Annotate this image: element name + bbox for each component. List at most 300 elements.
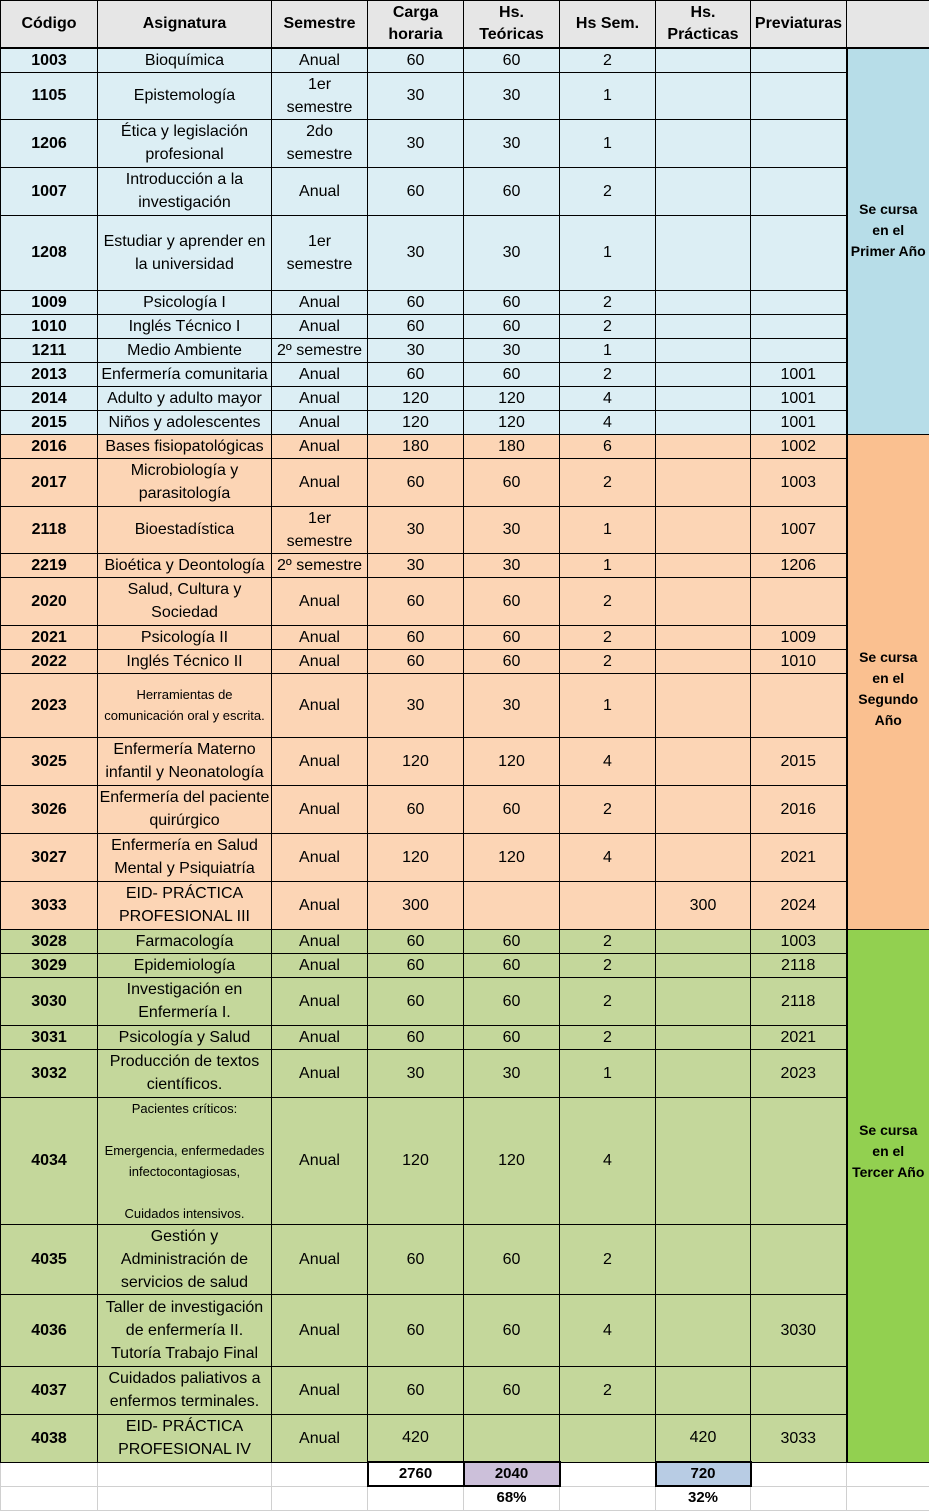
cell-asignatura: Taller de investigación de enfermería II. Tutoría Trabajo Final (98, 1294, 272, 1366)
cell-hs-practicas (656, 1049, 751, 1097)
cell-hs-sem: 2 (560, 649, 656, 673)
percent-empty (368, 1486, 464, 1510)
cell-carga-horaria: 60 (368, 1025, 464, 1049)
cell-previaturas (751, 167, 847, 215)
cell-hs-practicas (656, 314, 751, 338)
cell-hs-practicas (656, 1366, 751, 1414)
cell-hs-teoricas: 120 (464, 410, 560, 434)
cell-semestre: Anual (272, 410, 368, 434)
table-row (1, 577, 929, 625)
cell-semestre: 2º semestre (272, 553, 368, 577)
cell-codigo: 3026 (1, 785, 98, 833)
totals-empty (1, 1462, 98, 1486)
cell-codigo: 1003 (1, 48, 98, 73)
cell-semestre: Anual (272, 167, 368, 215)
cell-codigo: 1010 (1, 314, 98, 338)
cell-previaturas (751, 290, 847, 314)
cell-hs-teoricas: 60 (464, 362, 560, 386)
cell-hs-practicas (656, 953, 751, 977)
cell-hs-practicas (656, 737, 751, 785)
cell-hs-teoricas: 30 (464, 506, 560, 553)
cell-carga-horaria: 60 (368, 290, 464, 314)
cell-codigo: 2023 (1, 673, 98, 737)
cell-previaturas: 1206 (751, 553, 847, 577)
table-row (1, 458, 929, 506)
cell-hs-sem: 1 (560, 673, 656, 737)
year-label-first: Se cursa en el Primer Año (847, 48, 929, 435)
cell-semestre: Anual (272, 977, 368, 1025)
cell-semestre: Anual (272, 881, 368, 929)
cell-codigo: 4036 (1, 1294, 98, 1366)
percent-empty (1, 1486, 98, 1510)
cell-semestre: 2º semestre (272, 338, 368, 362)
cell-carga-horaria: 30 (368, 72, 464, 119)
cell-hs-teoricas: 60 (464, 1294, 560, 1366)
table-row (1, 1025, 929, 1049)
cell-carga-horaria: 30 (368, 673, 464, 737)
cell-previaturas: 1002 (751, 434, 847, 458)
cell-hs-practicas (656, 929, 751, 953)
cell-hs-practicas (656, 1025, 751, 1049)
year-label-second: Se cursa en el Segundo Año (847, 434, 929, 929)
header-hs-practicas: Hs. Prácticas (656, 1, 751, 48)
cell-hs-sem: 2 (560, 625, 656, 649)
cell-codigo: 2021 (1, 625, 98, 649)
cell-codigo: 3027 (1, 833, 98, 881)
cell-hs-teoricas (464, 881, 560, 929)
cell-asignatura: Cuidados paliativos a enfermos terminales. (98, 1366, 272, 1414)
cell-carga-horaria: 60 (368, 458, 464, 506)
cell-hs-teoricas: 60 (464, 1025, 560, 1049)
cell-codigo: 4038 (1, 1414, 98, 1462)
header-carga-horaria: Carga horaria (368, 1, 464, 48)
cell-hs-teoricas: 60 (464, 953, 560, 977)
table-row (1, 977, 929, 1025)
cell-codigo: 3032 (1, 1049, 98, 1097)
cell-hs-teoricas: 60 (464, 625, 560, 649)
cell-asignatura: Estudiar y aprender en la universidad (98, 215, 272, 290)
cell-hs-practicas (656, 1224, 751, 1294)
cell-codigo: 1206 (1, 119, 98, 167)
cell-codigo: 3030 (1, 977, 98, 1025)
table-row (1, 362, 929, 386)
cell-semestre: Anual (272, 1414, 368, 1462)
table-row (1, 673, 929, 737)
cell-hs-practicas (656, 338, 751, 362)
table-row (1, 167, 929, 215)
cell-carga-horaria: 30 (368, 119, 464, 167)
cell-codigo: 2015 (1, 410, 98, 434)
cell-hs-teoricas: 60 (464, 458, 560, 506)
cell-carga-horaria: 60 (368, 577, 464, 625)
cell-codigo: 1007 (1, 167, 98, 215)
cell-asignatura: Niños y adolescentes (98, 410, 272, 434)
cell-hs-teoricas: 60 (464, 1366, 560, 1414)
cell-asignatura: Microbiología y parasitología (98, 458, 272, 506)
cell-hs-sem: 1 (560, 72, 656, 119)
cell-asignatura (98, 1097, 272, 1224)
cell-hs-practicas (656, 434, 751, 458)
cell-semestre: Anual (272, 953, 368, 977)
table-row (1, 410, 929, 434)
table-row (1, 1414, 929, 1462)
table-row (1, 929, 929, 953)
cell-codigo: 4037 (1, 1366, 98, 1414)
cell-hs-teoricas: 60 (464, 649, 560, 673)
cell-asignatura: Enfermería en Salud Mental y Psiquiatría (98, 833, 272, 881)
cell-hs-practicas (656, 362, 751, 386)
cell-carga-horaria: 30 (368, 506, 464, 553)
cell-hs-teoricas: 60 (464, 785, 560, 833)
cell-hs-sem: 2 (560, 1366, 656, 1414)
cell-carga-horaria: 300 (368, 881, 464, 929)
cell-hs-sem: 4 (560, 386, 656, 410)
header-year-band (847, 1, 929, 48)
cell-hs-teoricas: 60 (464, 48, 560, 73)
cell-semestre: Anual (272, 434, 368, 458)
cell-asignatura: Enfermería comunitaria (98, 362, 272, 386)
percent-row (1, 1486, 929, 1510)
cell-asignatura: Psicología y Salud (98, 1025, 272, 1049)
cell-carga-horaria: 30 (368, 1049, 464, 1097)
cell-semestre: Anual (272, 1025, 368, 1049)
header-hs-teoricas: Hs. Teóricas (464, 1, 560, 48)
cell-codigo: 1009 (1, 290, 98, 314)
asignatura-line: Cuidados intensivos. (99, 1203, 270, 1224)
cell-semestre: Anual (272, 458, 368, 506)
cell-previaturas (751, 48, 847, 73)
header-asignatura: Asignatura (98, 1, 272, 48)
table-row (1, 625, 929, 649)
cell-hs-practicas: 420 (656, 1414, 751, 1462)
cell-asignatura: Bases fisiopatológicas (98, 434, 272, 458)
cell-hs-sem: 2 (560, 785, 656, 833)
cell-codigo: 3029 (1, 953, 98, 977)
cell-hs-teoricas: 180 (464, 434, 560, 458)
cell-asignatura: Producción de textos científicos. (98, 1049, 272, 1097)
header-hs-sem: Hs Sem. (560, 1, 656, 48)
header-codigo: Código (1, 1, 98, 48)
cell-hs-sem: 2 (560, 314, 656, 338)
table-row (1, 434, 929, 458)
cell-carga-horaria: 180 (368, 434, 464, 458)
table-row (1, 72, 929, 119)
cell-asignatura: EID- PRÁCTICA PROFESIONAL III (98, 881, 272, 929)
cell-hs-sem: 2 (560, 458, 656, 506)
cell-hs-sem: 4 (560, 1294, 656, 1366)
cell-hs-practicas (656, 1097, 751, 1224)
cell-carga-horaria: 30 (368, 553, 464, 577)
cell-hs-sem: 1 (560, 506, 656, 553)
cell-asignatura: Herramientas de comunicación oral y escrita. (98, 673, 272, 737)
cell-hs-sem: 2 (560, 929, 656, 953)
total-hs-teoricas: 2040 (464, 1462, 560, 1486)
table-row (1, 290, 929, 314)
table-body (1, 48, 929, 1463)
cell-carga-horaria: 120 (368, 386, 464, 410)
cell-hs-sem: 2 (560, 167, 656, 215)
table-row (1, 1097, 929, 1224)
cell-asignatura: Epidemiología (98, 953, 272, 977)
table-row (1, 48, 929, 73)
cell-hs-sem: 6 (560, 434, 656, 458)
cell-asignatura: Enfermería del paciente quirúrgico (98, 785, 272, 833)
percent-empty (560, 1486, 656, 1510)
cell-semestre: Anual (272, 649, 368, 673)
cell-previaturas: 2021 (751, 1025, 847, 1049)
cell-carga-horaria: 60 (368, 1366, 464, 1414)
cell-hs-teoricas: 60 (464, 929, 560, 953)
cell-hs-teoricas: 120 (464, 737, 560, 785)
cell-codigo: 2017 (1, 458, 98, 506)
cell-codigo: 2219 (1, 553, 98, 577)
table-row (1, 506, 929, 553)
cell-carga-horaria: 30 (368, 215, 464, 290)
cell-codigo: 4034 (1, 1097, 98, 1224)
cell-semestre: 1er semestre (272, 72, 368, 119)
cell-semestre: Anual (272, 673, 368, 737)
cell-asignatura: Farmacología (98, 929, 272, 953)
cell-semestre: Anual (272, 48, 368, 73)
table-row (1, 119, 929, 167)
cell-hs-practicas (656, 577, 751, 625)
cell-semestre: Anual (272, 1366, 368, 1414)
cell-carga-horaria: 60 (368, 167, 464, 215)
cell-carga-horaria: 60 (368, 977, 464, 1025)
cell-codigo: 1105 (1, 72, 98, 119)
cell-carga-horaria: 60 (368, 953, 464, 977)
percent-empty (98, 1486, 272, 1510)
cell-previaturas (751, 314, 847, 338)
cell-codigo: 1211 (1, 338, 98, 362)
table-row (1, 553, 929, 577)
cell-asignatura: Enfermería Materno infantil y Neonatología (98, 737, 272, 785)
cell-hs-sem: 1 (560, 1049, 656, 1097)
cell-hs-practicas (656, 119, 751, 167)
cell-previaturas (751, 1097, 847, 1224)
cell-hs-practicas (656, 833, 751, 881)
cell-hs-sem: 1 (560, 119, 656, 167)
cell-hs-sem: 2 (560, 977, 656, 1025)
cell-previaturas: 1001 (751, 410, 847, 434)
table-row (1, 833, 929, 881)
cell-hs-teoricas: 30 (464, 1049, 560, 1097)
cell-hs-teoricas: 30 (464, 673, 560, 737)
cell-previaturas: 2015 (751, 737, 847, 785)
cell-semestre: Anual (272, 1294, 368, 1366)
cell-asignatura: Adulto y adulto mayor (98, 386, 272, 410)
cell-asignatura: EID- PRÁCTICA PROFESIONAL IV (98, 1414, 272, 1462)
cell-codigo: 4035 (1, 1224, 98, 1294)
cell-previaturas: 2024 (751, 881, 847, 929)
cell-hs-practicas (656, 410, 751, 434)
cell-hs-practicas (656, 625, 751, 649)
table-row (1, 338, 929, 362)
cell-hs-practicas (656, 386, 751, 410)
cell-hs-sem: 1 (560, 215, 656, 290)
cell-carga-horaria: 60 (368, 649, 464, 673)
total-carga-horaria: 2760 (368, 1462, 464, 1486)
cell-semestre: Anual (272, 314, 368, 338)
cell-hs-teoricas: 60 (464, 290, 560, 314)
cell-codigo: 2016 (1, 434, 98, 458)
cell-carga-horaria: 60 (368, 625, 464, 649)
cell-hs-sem (560, 881, 656, 929)
cell-carga-horaria: 120 (368, 1097, 464, 1224)
cell-semestre: Anual (272, 1224, 368, 1294)
totals-empty (751, 1462, 847, 1486)
cell-hs-sem (560, 1414, 656, 1462)
cell-hs-practicas (656, 458, 751, 506)
cell-previaturas: 2021 (751, 833, 847, 881)
cell-previaturas (751, 215, 847, 290)
cell-hs-practicas (656, 167, 751, 215)
cell-hs-teoricas: 60 (464, 314, 560, 338)
percent-practicas: 32% (656, 1486, 751, 1510)
cell-hs-sem: 2 (560, 48, 656, 73)
cell-hs-teoricas: 30 (464, 338, 560, 362)
asignatura-line (99, 1119, 270, 1140)
cell-previaturas: 2118 (751, 953, 847, 977)
cell-asignatura: Bioestadística (98, 506, 272, 553)
cell-hs-sem: 1 (560, 553, 656, 577)
cell-hs-sem: 4 (560, 410, 656, 434)
cell-asignatura: Gestión y Administración de servicios de salud (98, 1224, 272, 1294)
cell-hs-teoricas: 30 (464, 72, 560, 119)
cell-hs-sem: 1 (560, 338, 656, 362)
cell-hs-practicas (656, 785, 751, 833)
cell-codigo: 3025 (1, 737, 98, 785)
cell-previaturas (751, 577, 847, 625)
cell-hs-teoricas: 30 (464, 553, 560, 577)
cell-asignatura: Introducción a la investigación (98, 167, 272, 215)
percent-teoricas: 68% (464, 1486, 560, 1510)
cell-previaturas (751, 119, 847, 167)
cell-codigo: 2118 (1, 506, 98, 553)
cell-semestre: Anual (272, 929, 368, 953)
cell-semestre: Anual (272, 833, 368, 881)
cell-hs-teoricas: 60 (464, 977, 560, 1025)
cell-hs-sem: 2 (560, 362, 656, 386)
totals-row (1, 1462, 929, 1486)
cell-previaturas: 1001 (751, 362, 847, 386)
cell-asignatura: Ética y legislación profesional (98, 119, 272, 167)
cell-carga-horaria: 60 (368, 929, 464, 953)
cell-hs-teoricas: 60 (464, 1224, 560, 1294)
cell-hs-teoricas: 30 (464, 215, 560, 290)
table-row (1, 737, 929, 785)
cell-carga-horaria: 60 (368, 1224, 464, 1294)
cell-carga-horaria: 60 (368, 1294, 464, 1366)
cell-hs-sem: 4 (560, 1097, 656, 1224)
cell-carga-horaria: 420 (368, 1414, 464, 1462)
cell-asignatura: Psicología II (98, 625, 272, 649)
cell-codigo: 2014 (1, 386, 98, 410)
cell-carga-horaria: 30 (368, 338, 464, 362)
cell-asignatura: Investigación en Enfermería I. (98, 977, 272, 1025)
table-row (1, 785, 929, 833)
cell-carga-horaria: 120 (368, 737, 464, 785)
header-previaturas: Previaturas (751, 1, 847, 48)
cell-codigo: 3031 (1, 1025, 98, 1049)
cell-codigo: 3028 (1, 929, 98, 953)
asignatura-line (99, 1182, 270, 1203)
cell-hs-teoricas: 120 (464, 386, 560, 410)
cell-semestre: Anual (272, 386, 368, 410)
cell-hs-teoricas (464, 1414, 560, 1462)
cell-semestre: 2do semestre (272, 119, 368, 167)
cell-hs-sem: 2 (560, 1224, 656, 1294)
cell-previaturas: 2023 (751, 1049, 847, 1097)
cell-hs-teoricas: 120 (464, 1097, 560, 1224)
cell-previaturas (751, 338, 847, 362)
year-label-third: Se cursa en el Tercer Año (847, 929, 929, 1462)
cell-previaturas: 1003 (751, 929, 847, 953)
cell-semestre: Anual (272, 362, 368, 386)
cell-asignatura: Epistemología (98, 72, 272, 119)
table-row (1, 1049, 929, 1097)
table-row (1, 1224, 929, 1294)
cell-previaturas: 2118 (751, 977, 847, 1025)
cell-codigo: 2013 (1, 362, 98, 386)
table-row (1, 1294, 929, 1366)
totals-empty (98, 1462, 272, 1486)
cell-asignatura: Bioquímica (98, 48, 272, 73)
table-row (1, 1366, 929, 1414)
table-row (1, 215, 929, 290)
cell-hs-teoricas: 60 (464, 577, 560, 625)
cell-codigo: 2022 (1, 649, 98, 673)
table-row (1, 649, 929, 673)
cell-hs-practicas (656, 48, 751, 73)
cell-hs-practicas (656, 72, 751, 119)
cell-semestre: Anual (272, 290, 368, 314)
percent-empty (847, 1486, 929, 1510)
cell-codigo: 2020 (1, 577, 98, 625)
cell-semestre: 1er semestre (272, 506, 368, 553)
header-row (1, 1, 929, 48)
cell-previaturas (751, 72, 847, 119)
cell-hs-sem: 2 (560, 953, 656, 977)
cell-hs-practicas (656, 1294, 751, 1366)
cell-asignatura: Bioética y Deontología (98, 553, 272, 577)
cell-previaturas: 3033 (751, 1414, 847, 1462)
cell-semestre: Anual (272, 625, 368, 649)
cell-asignatura: Inglés Técnico II (98, 649, 272, 673)
totals-empty (560, 1462, 656, 1486)
cell-asignatura: Salud, Cultura y Sociedad (98, 577, 272, 625)
cell-previaturas: 3030 (751, 1294, 847, 1366)
percent-empty (272, 1486, 368, 1510)
cell-semestre: Anual (272, 577, 368, 625)
cell-hs-practicas (656, 553, 751, 577)
cell-codigo: 3033 (1, 881, 98, 929)
cell-hs-teoricas: 30 (464, 119, 560, 167)
cell-hs-sem: 2 (560, 290, 656, 314)
table-row (1, 953, 929, 977)
table-row (1, 314, 929, 338)
cell-asignatura: Inglés Técnico I (98, 314, 272, 338)
cell-hs-practicas (656, 673, 751, 737)
cell-previaturas: 1003 (751, 458, 847, 506)
cell-hs-sem: 4 (560, 737, 656, 785)
cell-previaturas: 1009 (751, 625, 847, 649)
cell-previaturas (751, 1224, 847, 1294)
cell-hs-teoricas: 60 (464, 167, 560, 215)
cell-hs-practicas: 300 (656, 881, 751, 929)
total-hs-practicas: 720 (656, 1462, 751, 1486)
cell-hs-practicas (656, 215, 751, 290)
